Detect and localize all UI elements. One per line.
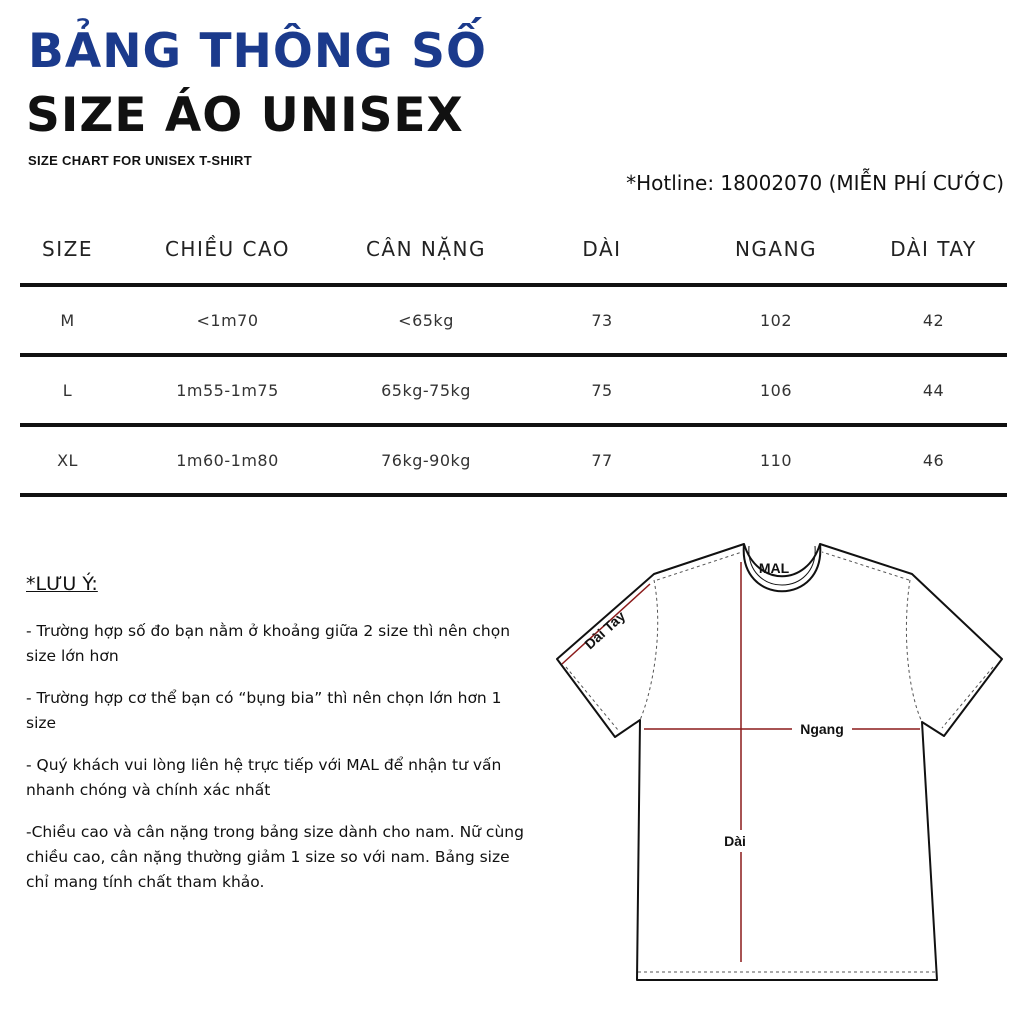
hotline: *Hotline: 18002070 (MIỄN PHÍ CƯỚC) [626, 171, 1004, 195]
left-sleeve-hem [566, 667, 618, 730]
table-divider [20, 493, 1007, 497]
right-sleeve-hem [942, 667, 993, 728]
cell-weight: 65kg-75kg [381, 380, 471, 400]
cell-length: 73 [591, 310, 613, 330]
note-item: - Trường hợp cơ thể bạn có “bụng bia” thì nên chọn lớn hơn 1 size [26, 689, 502, 732]
size-table [20, 215, 1007, 497]
cell-height: 1m55-1m75 [176, 380, 279, 400]
title-line-2: SIZE ÁO UNISEX [26, 88, 464, 143]
table-header-row [20, 215, 1007, 283]
cell-length: 75 [591, 380, 613, 400]
table-row [20, 427, 1007, 493]
cell-width: 110 [759, 450, 793, 470]
column-header-size: SIZE [42, 237, 93, 261]
column-header-length: DÀI [582, 237, 622, 261]
width-label: Ngang [800, 721, 844, 737]
brand-label: MAL [758, 560, 790, 576]
cell-height: <1m70 [196, 310, 259, 330]
right-armhole-seam [906, 580, 922, 722]
column-header-weight: CÂN NẶNG [365, 237, 487, 261]
sleeve-label: Dài Tay [581, 607, 629, 653]
table-row [20, 287, 1007, 353]
table-row [20, 357, 1007, 423]
tshirt-diagram [552, 532, 1018, 988]
subtitle: SIZE CHART FOR UNISEX T-SHIRT [28, 153, 252, 168]
left-armhole-seam [640, 580, 658, 720]
right-shoulder-seam [822, 552, 909, 580]
note-item: - Trường hợp số đo bạn nằm ở khoảng giữa 2 size thì nên chọn size lớn hơn [26, 622, 511, 665]
note-item: -Chiều cao và cân nặng trong bảng size dành cho nam. Nữ cùng chiều cao, cân nặng thường giảm 1 size so với nam. Bảng size chỉ mang tính chất tham khảo. [26, 823, 524, 891]
cell-size: M [60, 310, 75, 330]
left-shoulder-seam [657, 552, 742, 580]
cell-width: 106 [759, 380, 793, 400]
length-label: Dài [724, 833, 746, 849]
cell-length: 77 [591, 450, 613, 470]
tshirt-outline [557, 544, 1002, 980]
note-item: - Quý khách vui lòng liên hệ trực tiếp với MAL để nhận tư vấn nhanh chóng và chính xác nhất [26, 756, 502, 799]
cell-size: XL [57, 450, 78, 470]
cell-height: 1m60-1m80 [176, 450, 279, 470]
cell-width: 102 [759, 310, 793, 330]
notes-section [26, 573, 536, 912]
column-header-width: NGANG [734, 237, 818, 261]
column-header-sleeve: DÀI TAY [890, 237, 977, 261]
cell-sleeve: 44 [922, 380, 945, 400]
column-header-height: CHIỀU CAO [164, 237, 291, 261]
title-line-1: BẢNG THÔNG SỐ [28, 24, 487, 79]
cell-weight: <65kg [398, 310, 454, 330]
cell-weight: 76kg-90kg [381, 450, 471, 470]
cell-sleeve: 42 [922, 310, 945, 330]
cell-size: L [62, 380, 73, 400]
cell-sleeve: 46 [922, 450, 945, 470]
notes-heading: *LƯU Ý: [26, 573, 98, 595]
